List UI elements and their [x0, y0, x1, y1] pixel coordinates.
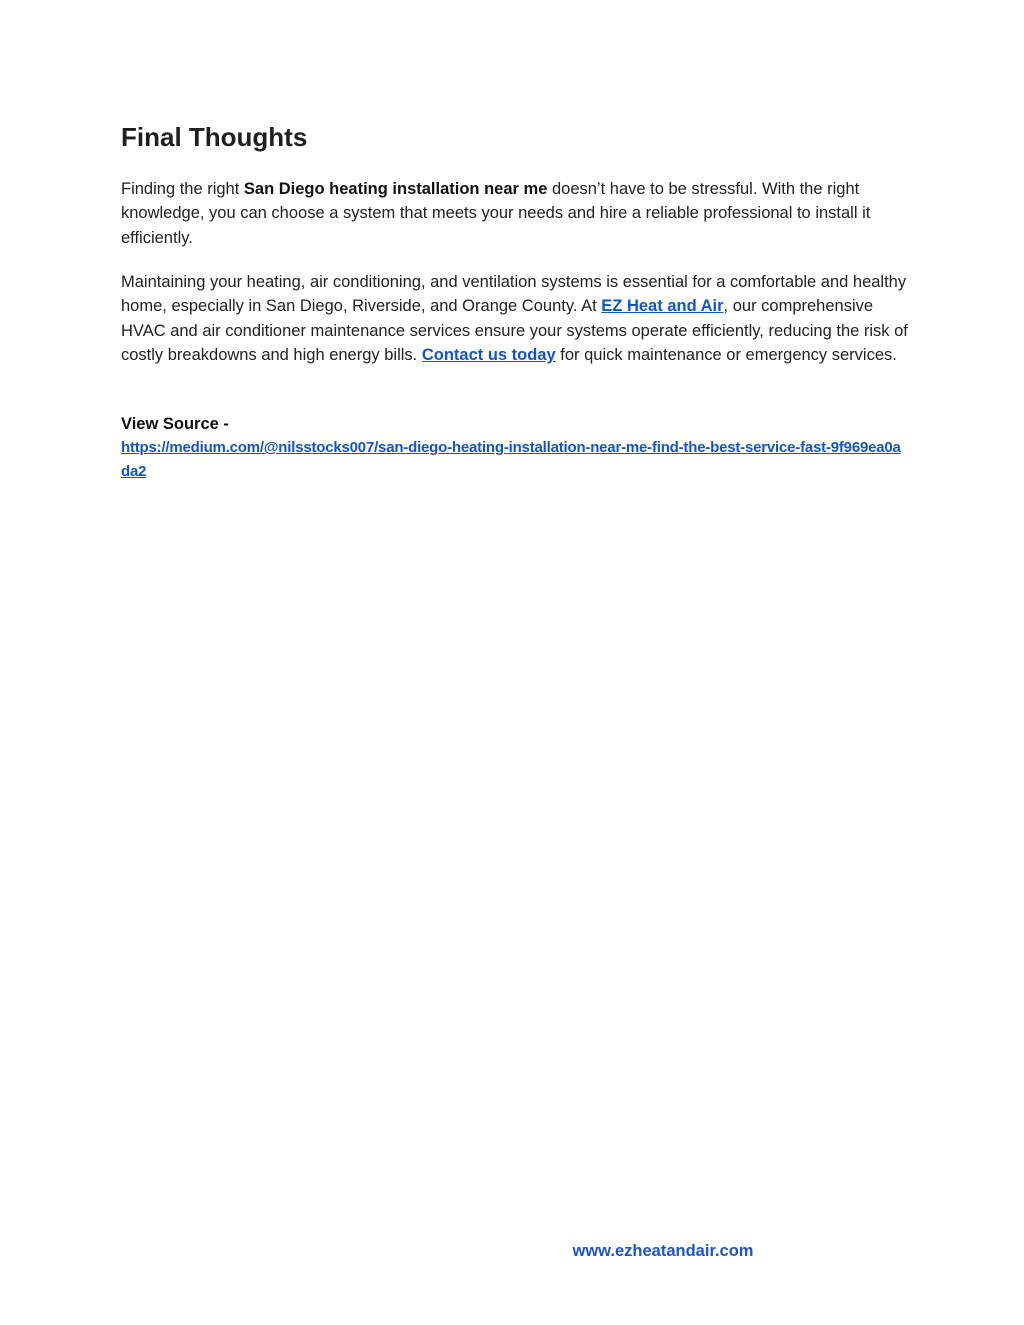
ez-heat-and-air-link[interactable]: EZ Heat and Air — [601, 297, 724, 316]
source-url-link[interactable]: https://medium.com/@nilsstocks007/san-diego-heating-installation-near-me-find-the-best-service-fast-9f969ea0ada2 — [121, 439, 901, 480]
services-text-1: Maintaining your heating, air conditioning, and ventilation systems is essential for a comfortable and healthy home, especially in San Diego, Riverside, and Orange County. At — [121, 273, 907, 316]
footer-website: www.ezheatandair.com — [572, 1242, 754, 1260]
view-source-label: View Source - — [121, 415, 229, 433]
section-heading: Final Thoughts — [121, 122, 308, 152]
paragraph-services — [121, 270, 911, 368]
paragraph-intro — [121, 177, 911, 250]
intro-text-start: Finding the right — [121, 180, 244, 198]
services-text-2: , our comprehensive HVAC and air conditioner maintenance services ensure your systems operate efficiently, reducing the risk of costly breakdowns and high energy bills. — [121, 297, 908, 365]
intro-text-end: doesn’t have to be stressful. With the right knowledge, you can choose a system that meets your needs and hire a reliable professional to install it efficiently. — [121, 180, 871, 247]
contact-us-link[interactable]: Contact us today — [421, 346, 556, 365]
intro-keyword: San Diego heating installation near me — [243, 180, 548, 198]
view-source-block — [121, 412, 911, 484]
services-text-3: for quick maintenance or emergency services. — [555, 346, 897, 365]
